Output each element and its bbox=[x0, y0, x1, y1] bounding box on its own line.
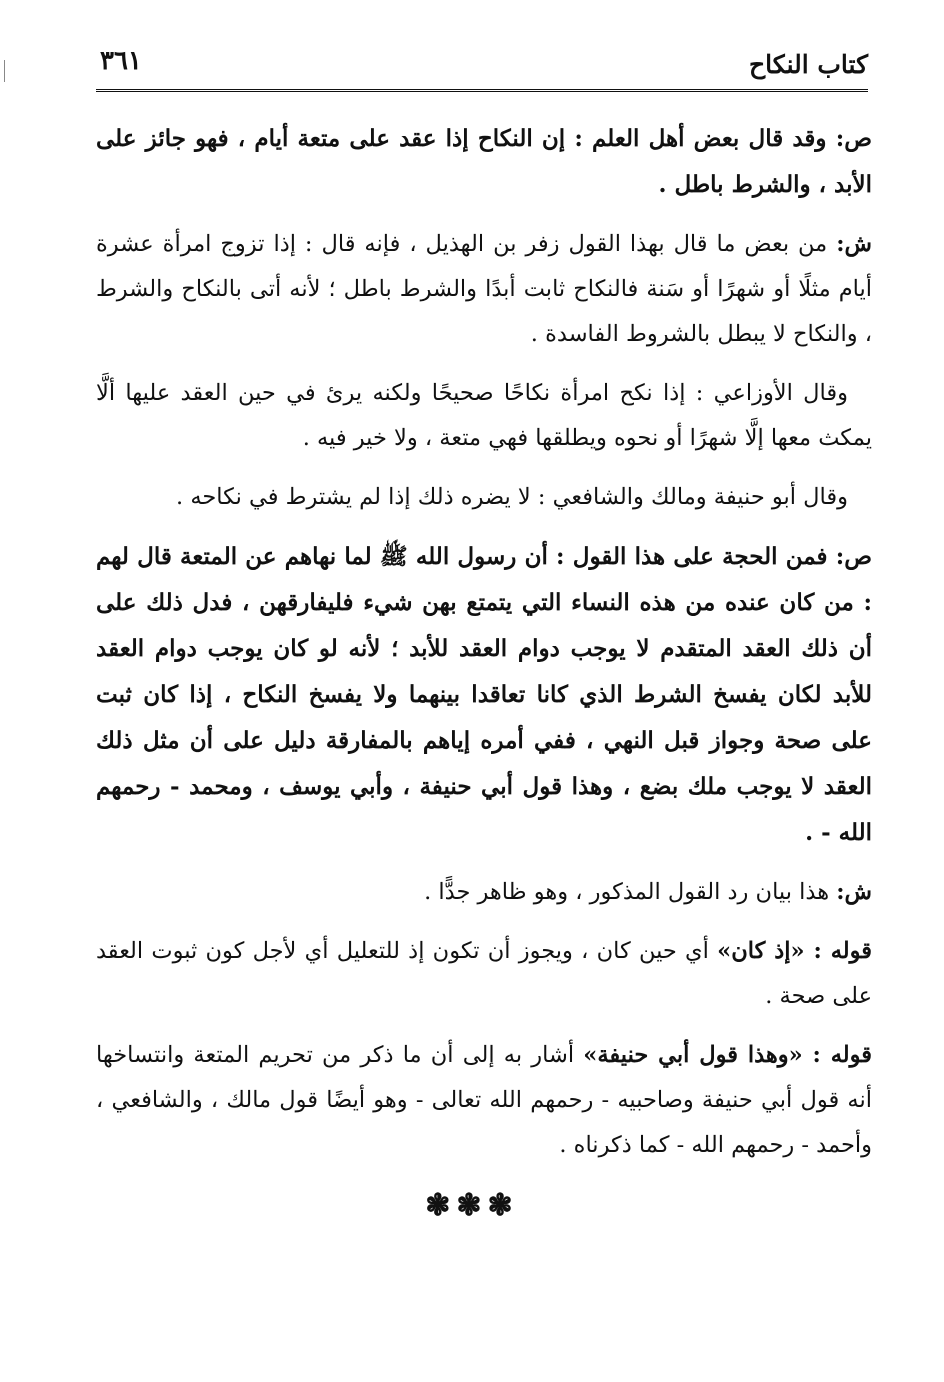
paragraph-lead: ص: bbox=[835, 125, 872, 152]
paragraph-text-1 bbox=[96, 116, 872, 208]
paragraph-body: هذا بيان رد القول المذكور ، وهو ظاهر جدًّا . bbox=[424, 879, 837, 905]
paragraph-body: فمن الحجة على هذا القول : أن رسول الله ﷺ لما نهاهم عن المتعة قال لهم : من كان عنده من هذه النساء التي يتمتع بهن شيء فليفارقهن ، فدل ذلك على أن ذلك العقد المتقدم لا يوجب دوام العقد للأبد ؛ لأنه لو كان يوجب دوام العقد للأبد لكان يفسخ الشرط الذي كانا تعاقدا بينهما ولا يفسخ النكاح ، إذا كان ثبت على صحة وجواز قبل النهي ، ففي أمره إياهم بالمفارقة دليل على أن مثل ذلك العقد لا يوجب ملك بضع ، وهذا قول أبي حنيفة ، وأبي يوسف ، ومحمد - رحمهم الله - . bbox=[96, 543, 872, 846]
page-header bbox=[96, 44, 868, 92]
page-number: ٣٦١ bbox=[100, 46, 142, 76]
paragraph-commentary-2 bbox=[96, 870, 872, 915]
margin-mark bbox=[4, 60, 9, 82]
paragraph-body: أشار به إلى أن ما ذكر من تحريم المتعة وانتساخها أنه قول أبي حنيفة وصاحبيه - رحمهم الله تعالى - وهو أيضًا قول مالك ، والشافعي ، وأحمد - رحمهم الله - كما ذكرناه . bbox=[96, 1042, 872, 1158]
paragraph-commentary-1 bbox=[96, 222, 872, 357]
paragraph-qawluhu-1 bbox=[96, 929, 872, 1019]
paragraph-qawluhu-2 bbox=[96, 1033, 872, 1168]
paragraph-text-2 bbox=[96, 534, 872, 856]
paragraph-lead: ش: bbox=[836, 879, 872, 905]
paragraph-lead: قوله : «إذ كان» bbox=[717, 938, 872, 964]
paragraph-lead: ص: bbox=[835, 543, 872, 570]
paragraph-body: وقال الأوزاعي : إذا نكح امرأة نكاحًا صحيحًا ولكنه يرئ في حين العقد عليها ألَّا يمكث معها إلَّا شهرًا أو نحوه ويطلقها فهي متعة ، ولا خير فيه . bbox=[96, 380, 872, 451]
chapter-title: كتاب النكاح bbox=[749, 50, 868, 79]
paragraph-body: وقد قال بعض أهل العلم : إن النكاح إذا عقد على متعة أيام ، فهو جائز على الأبد ، والشرط باطل . bbox=[96, 125, 872, 198]
section-end-ornament: ❃❃❃ bbox=[425, 1188, 519, 1223]
paragraph-lead: قوله : «وهذا قول أبي حنيفة» bbox=[583, 1042, 872, 1068]
paragraph-abu-hanifa bbox=[96, 475, 872, 520]
paragraph-body: من بعض ما قال بهذا القول زفر بن الهذيل ، فإنه قال : إذا تزوج امرأة عشرة أيام مثلًا أو شهرًا أو سَنة فالنكاح ثابت أبدًا والشرط باطل ؛ لأنه أتى بالنكاح والشرط ، والنكاح لا يبطل بالشروط الفاسدة . bbox=[96, 231, 872, 347]
paragraph-awzai bbox=[96, 371, 872, 461]
page-content bbox=[96, 116, 872, 1182]
paragraph-lead: ش: bbox=[836, 231, 872, 257]
paragraph-body: وقال أبو حنيفة ومالك والشافعي : لا يضره ذلك إذا لم يشترط في نكاحه . bbox=[176, 484, 848, 510]
paragraph-body: أي حين كان ، ويجوز أن تكون إذ للتعليل أي لأجل كون ثبوت العقد على صحة . bbox=[96, 938, 872, 1009]
